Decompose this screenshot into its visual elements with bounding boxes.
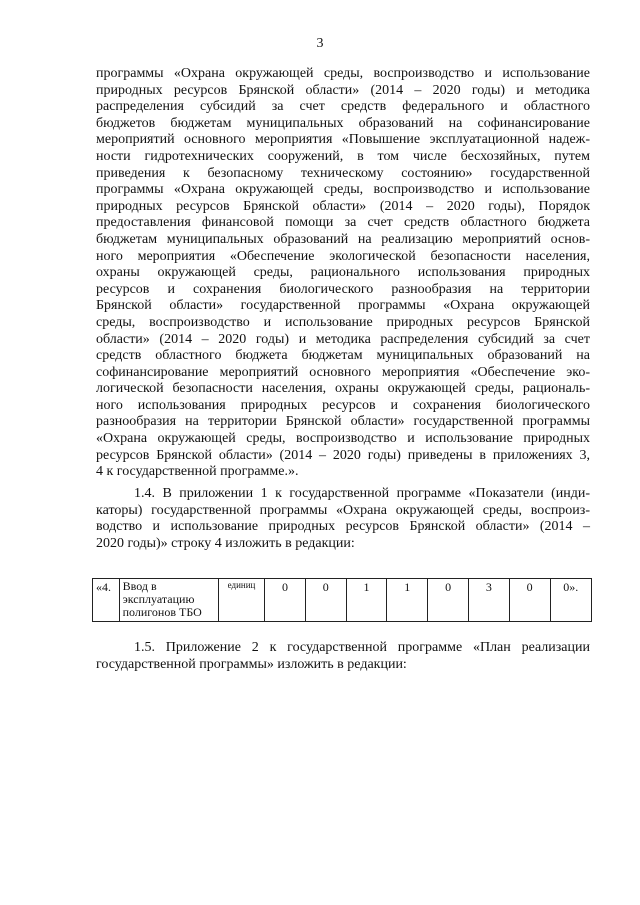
text-line: софинансирование мероприятий основного мероприятия «Обеспечение эко- [96, 364, 590, 380]
table-row [93, 579, 592, 622]
text-line: программы «Охрана окружающей среды, воспроизводство и использование [96, 182, 590, 198]
value-cell: 0 [265, 579, 306, 622]
value-cell: 0 [305, 579, 346, 622]
text-line: предоставления финансовой помощи за счет средств областного бюджета [96, 215, 590, 231]
indicator-table [92, 578, 592, 622]
text-line: области» (2014 – 2020 годы) и методика распределения субсидий за счет [96, 331, 590, 347]
text-line: бюджетам муниципальных образований на реализацию мероприятий основ- [96, 231, 590, 247]
text-line: водство и использование природных ресурсов Брянской области» (2014 – [96, 519, 590, 535]
text-line: разнообразия на территории Брянской области» государственной программы [96, 414, 590, 430]
text-line: 1.4. В приложении 1 к государственной программе «Показатели (инди- [134, 486, 590, 501]
text-line: логической безопасности населения, охраны окружающей среды, рациональ- [96, 381, 590, 397]
text-line: природных ресурсов Брянской области» (2014 – 2020 годы), Порядок [96, 198, 590, 214]
paragraph-1-5 [96, 640, 590, 673]
value-cell: 0 [428, 579, 469, 622]
text-line: природных ресурсов Брянской области» (2014 – 2020 годы) и методика [96, 82, 590, 98]
value-cell: 0 [509, 579, 550, 622]
value-cell: 0». [550, 579, 591, 622]
unit-cell: единиц [218, 579, 264, 622]
text-line: приведения к безопасному техническому состоянию» государственной [96, 165, 590, 181]
value-cell: 1 [387, 579, 428, 622]
text-line: охраны окружающей среды, рационального использования природных [96, 265, 590, 281]
text-line: ного использования природных ресурсов и сохранения биологического [96, 397, 590, 413]
text-line: распределения субсидий за счет средств федерального и областного [96, 99, 590, 115]
text-line: каторы) государственной программы «Охрана окружающей среды, воспроиз- [96, 502, 590, 518]
page-number: 3 [316, 36, 324, 51]
value-cell: 3 [468, 579, 509, 622]
text-line: 1.5. Приложение 2 к государственной программе «План реализации [134, 640, 590, 655]
text-line: мероприятий основного мероприятия «Повышение эксплуатационной надеж- [96, 132, 590, 148]
text-line: государственной программы» изложить в редакции: [96, 656, 407, 672]
text-line: бюджетов бюджетам муниципальных образований на софинансирование [96, 115, 590, 131]
text-line: программы «Охрана окружающей среды, воспроизводство и использование [96, 66, 590, 81]
text-line: ности гидротехнических сооружений, в том числе бесхозяйных, путем [96, 148, 590, 164]
text-line: 2020 годы)» строку 4 изложить в редакции: [96, 535, 355, 551]
text-line: ресурсов Брянской области» (2014 – 2020 годы) приведены в приложениях 3, [96, 447, 590, 463]
indicator-name-cell: Ввод в эксплуатацию полигонов ТБО [119, 579, 218, 622]
text-line: ного мероприятия «Обеспечение экологической безопасности населения, [96, 248, 590, 264]
text-line: ресурсов и сохранения биологического разнообразия на территории [96, 281, 590, 297]
text-line: средств областного бюджета бюджетам муниципальных образований на [96, 348, 590, 364]
text-line: 4 к государственной программе.». [96, 464, 299, 480]
paragraph-1-4 [96, 486, 590, 552]
row-number-cell: «4. [93, 579, 120, 622]
main-paragraph [96, 66, 590, 481]
text-line: среды, воспроизводство и использование природных ресурсов Брянской [96, 314, 590, 330]
text-line: Брянской области» государственной программы «Охрана окружающей [96, 298, 590, 314]
text-line: «Охрана окружающей среды, воспроизводство и использование природных [96, 431, 590, 447]
value-cell: 1 [346, 579, 387, 622]
